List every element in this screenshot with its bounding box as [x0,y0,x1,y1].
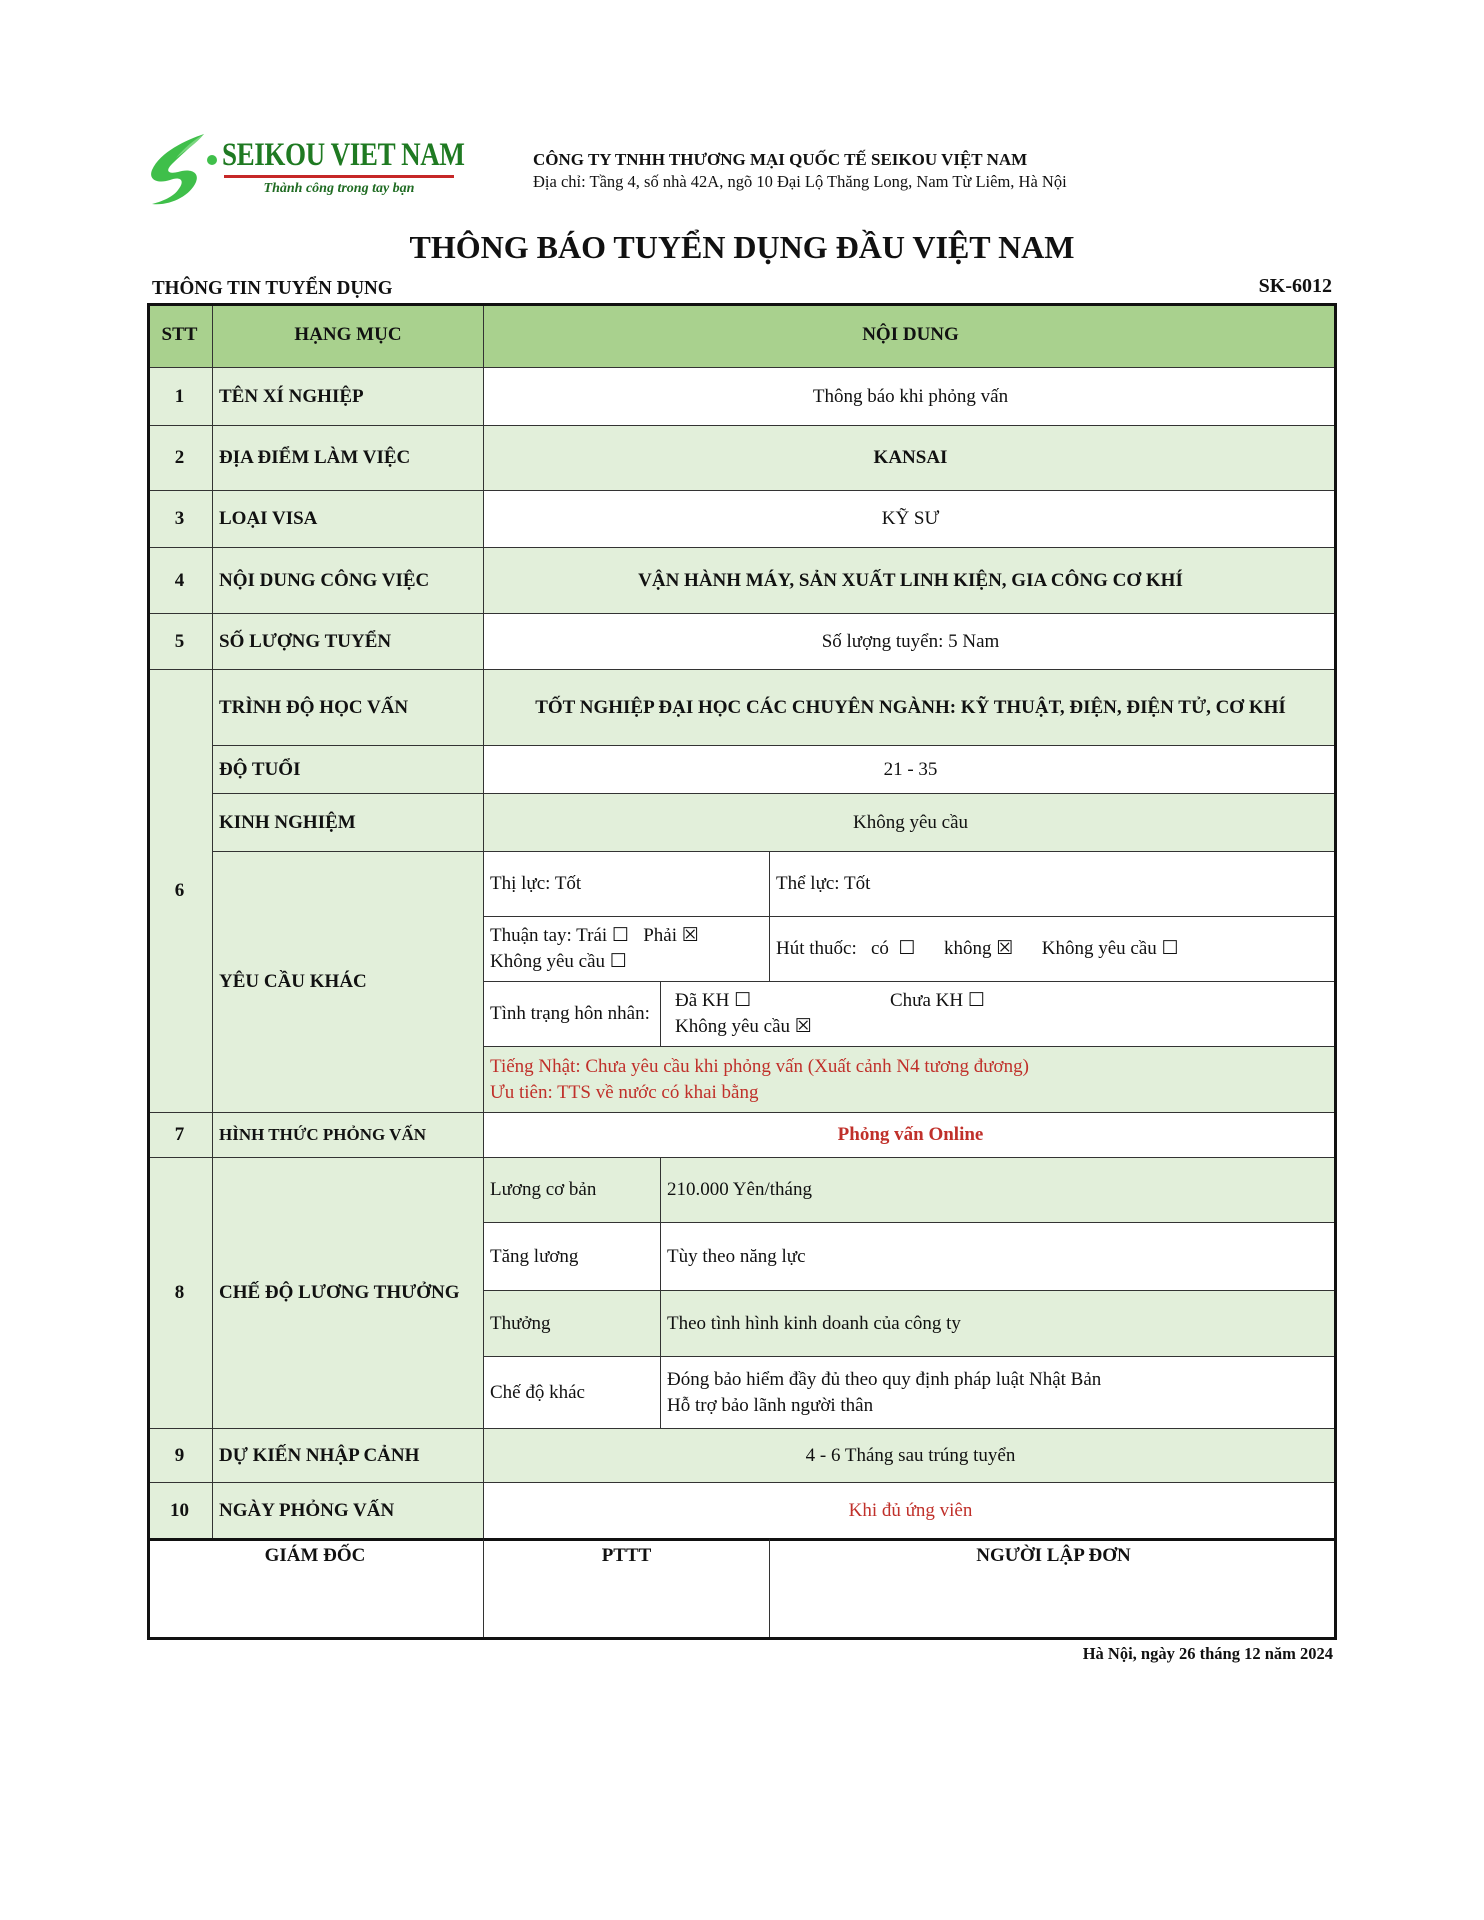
brand-name: SEIKOU VIET NAM [222,137,465,173]
salary-base-value: 210.000 Yên/tháng [660,1157,1337,1222]
handedness-cell [483,916,769,981]
row-number: 10 [147,1482,212,1538]
row-label-job: NỘI DUNG CÔNG VIỆC [212,547,483,613]
fitness-cell: Thể lực: Tốt [769,851,1337,916]
signature-director: GIÁM ĐỐC [147,1538,483,1640]
brand-underline [224,175,454,178]
handedness-options: Thuận tay: Trái ☐ Phải ☒ [490,925,699,946]
row-value-interview-date: Khi đủ ứng viên [483,1482,1337,1538]
row-label-interview-format: HÌNH THỨC PHỎNG VẤN [212,1112,483,1157]
row-label-company: TÊN XÍ NGHIỆP [212,367,483,425]
marital-married-option: Đã KH ☐ [675,990,752,1011]
issue-date: Hà Nội, ngày 26 tháng 12 năm 2024 [1082,1644,1333,1663]
row-number: 5 [147,613,212,669]
salary-raise-value: Tùy theo năng lực [660,1222,1337,1290]
row-value-job: VẬN HÀNH MÁY, SẢN XUẤT LINH KIỆN, GIA CÔNG CƠ KHÍ [483,547,1337,613]
row-number: 4 [147,547,212,613]
row-label-other-requirements: YÊU CẦU KHÁC [212,851,483,1112]
row-number: 8 [147,1157,212,1428]
column-header-category: HẠNG MỤC [212,303,483,367]
row-label-compensation: CHẾ ĐỘ LƯƠNG THƯỞNG [212,1157,483,1428]
row-label-quantity: SỐ LƯỢNG TUYỂN [212,613,483,669]
row-label-location: ĐỊA ĐIỂM LÀM VIỆC [212,425,483,490]
eyesight-cell: Thị lực: Tốt [483,851,769,916]
other-benefits-label: Chế độ khác [483,1356,660,1428]
signature-pttt: PTTT [483,1538,769,1640]
row-number: 6 [147,669,212,1112]
japanese-requirement-note: Tiếng Nhật: Chưa yêu cầu khi phỏng vấn (Xuất cảnh N4 tương đương) [490,1055,1029,1077]
salary-base-label: Lương cơ bản [483,1157,660,1222]
company-address: Địa chỉ: Tầng 4, số nhà 42A, ngõ 10 Đại Lộ Thăng Long, Nam Từ Liêm, Hà Nội [533,172,1067,191]
row-label-experience: KINH NGHIỆM [212,793,483,851]
row-number: 7 [147,1112,212,1157]
bonus-value: Theo tình hình kinh doanh của công ty [660,1290,1337,1356]
smoking-cell: Hút thuốc: có ☐ không ☒ Không yêu cầu ☐ [769,916,1337,981]
other-benefits-value [660,1356,1337,1428]
language-note-cell [483,1046,1337,1112]
brand-tagline: Thành công trong tay bạn [263,181,415,196]
bonus-label: Thưởng [483,1290,660,1356]
row-value-location: KANSAI [483,425,1337,490]
row-value-entry: 4 - 6 Tháng sau trúng tuyển [483,1428,1337,1482]
row-number: 3 [147,490,212,547]
column-header-stt: STT [147,303,212,367]
row-label-education: TRÌNH ĐỘ HỌC VẤN [212,669,483,745]
row-number: 1 [147,367,212,425]
row-label-age: ĐỘ TUỔI [212,745,483,793]
row-value-quantity: Số lượng tuyển: 5 Nam [483,613,1337,669]
marital-any-option: Không yêu cầu ☒ [675,1016,812,1037]
family-sponsorship-benefit: Hỗ trợ bảo lãnh người thân [667,1394,874,1416]
row-label-entry: DỰ KIẾN NHẬP CẢNH [212,1428,483,1482]
page-title: THÔNG BÁO TUYỂN DỤNG ĐẦU VIỆT NAM [409,229,1075,265]
row-number: 9 [147,1428,212,1482]
handedness-any-option: Không yêu cầu ☐ [490,951,627,972]
section-label: THÔNG TIN TUYỂN DỤNG [152,277,393,299]
row-value-age: 21 - 35 [483,745,1337,793]
row-value-company: Thông báo khi phỏng vấn [483,367,1337,425]
row-value-experience: Không yêu cầu [483,793,1337,851]
row-value-visa: KỸ SƯ [483,490,1337,547]
column-header-content: NỘI DUNG [483,303,1337,367]
priority-note: Ưu tiên: TTS về nước có khai bằng [490,1081,759,1103]
document-code: SK-6012 [1258,275,1332,297]
marital-label: Tình trạng hôn nhân: [483,981,660,1046]
row-label-interview-date: NGÀY PHỎNG VẤN [212,1482,483,1538]
row-value-interview-format: Phỏng vấn Online [483,1112,1337,1157]
row-label-visa: LOẠI VISA [212,490,483,547]
marital-options-cell [660,981,1337,1046]
salary-raise-label: Tăng lương [483,1222,660,1290]
seikou-logo-icon [146,130,226,210]
marital-single-option: Chưa KH ☐ [890,990,985,1011]
row-number: 2 [147,425,212,490]
row-value-education: TỐT NGHIỆP ĐẠI HỌC CÁC CHUYÊN NGÀNH: KỸ THUẬT, ĐIỆN, ĐIỆN TỬ, CƠ KHÍ [483,669,1337,745]
signature-preparer: NGƯỜI LẬP ĐƠN [769,1538,1337,1640]
insurance-benefit: Đóng bảo hiểm đầy đủ theo quy định pháp luật Nhật Bản [667,1368,1102,1390]
company-name: CÔNG TY TNHH THƯƠNG MẠI QUỐC TẾ SEIKOU VIỆT NAM [533,150,1028,169]
